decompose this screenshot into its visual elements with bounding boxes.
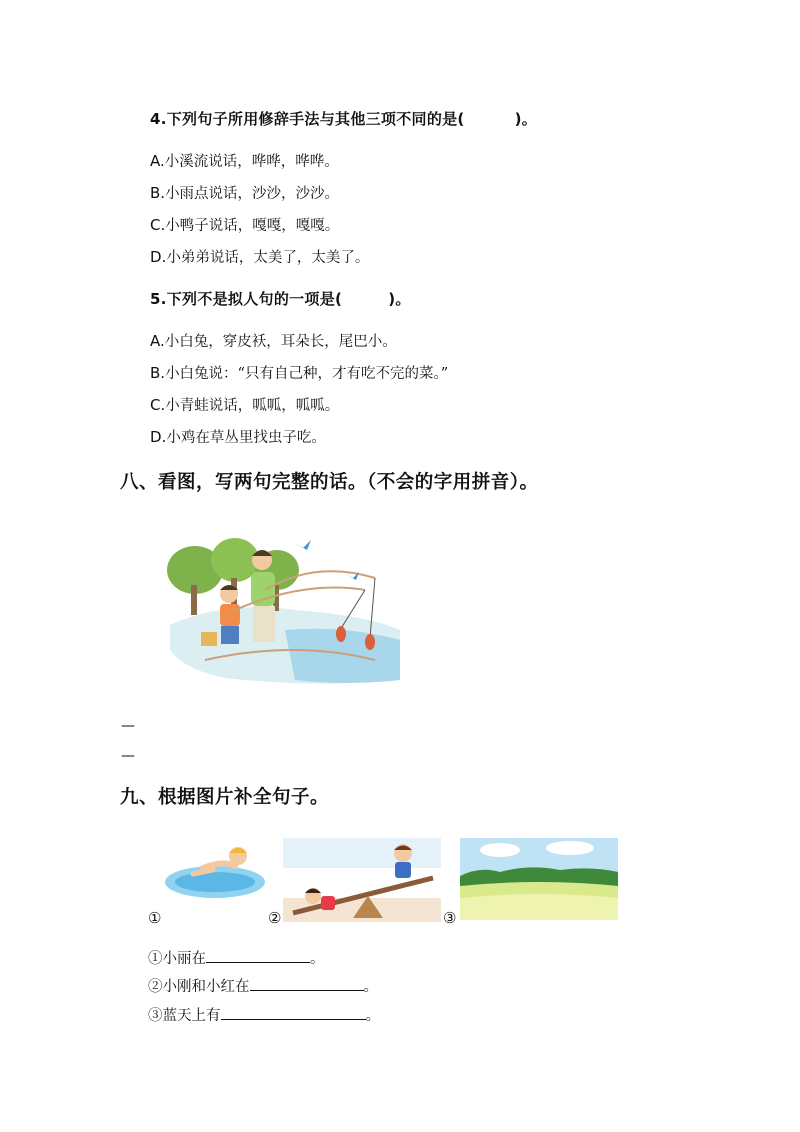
question-4-option-a[interactable]: A.小溪流说话，哗哗，哗哗。 [150,152,339,170]
blank-1[interactable] [206,948,310,963]
fill-sentence-2: ②小刚和小红在 。 [148,975,378,996]
question-5-stem: 5.下列不是拟人句的一项是( )。 [150,290,411,308]
picture-label-2: ② [268,909,282,927]
blank-3[interactable] [221,1005,366,1020]
question-5-option-d[interactable]: D.小鸡在草丛里找虫子吃。 [150,428,326,446]
question-5-option-a[interactable]: A.小白兔，穿皮袄，耳朵长，尾巴小。 [150,332,397,350]
question-4-option-b[interactable]: B.小雨点说话，沙沙，沙沙。 [150,184,340,202]
landscape-image [460,838,618,920]
fill-sentence-3: ③蓝天上有 。 [148,1004,380,1025]
section-9-title: 九、根据图片补全句子。 [120,787,330,808]
question-4-option-c[interactable]: C.小鸭子说话，嘎嘎，嘎嘎。 [150,216,340,234]
question-5-option-c[interactable]: C.小青蛙说话，呱呱，呱呱。 [150,396,340,414]
seesaw-image [283,838,441,926]
answer-line-1[interactable]: — [121,718,135,734]
picture-label-1: ① [148,909,162,927]
blank-2[interactable] [250,976,364,991]
picture-label-3: ③ [443,909,457,927]
question-5-option-b[interactable]: B.小白兔说：“只有自己种，才有吃不完的菜。” [150,364,449,382]
question-4-stem: 4.下列句子所用修辞手法与其他三项不同的是( )。 [150,110,538,128]
section-8-title: 八、看图，写两句完整的话。（不会的字用拼音）。 [120,472,539,493]
fishing-illustration [165,530,405,685]
swimming-image [163,840,268,900]
question-4-option-d[interactable]: D.小弟弟说话，太美了，太美了。 [150,248,370,266]
fill-sentence-1: ①小丽在 。 [148,947,325,968]
answer-line-2[interactable]: — [121,748,135,764]
